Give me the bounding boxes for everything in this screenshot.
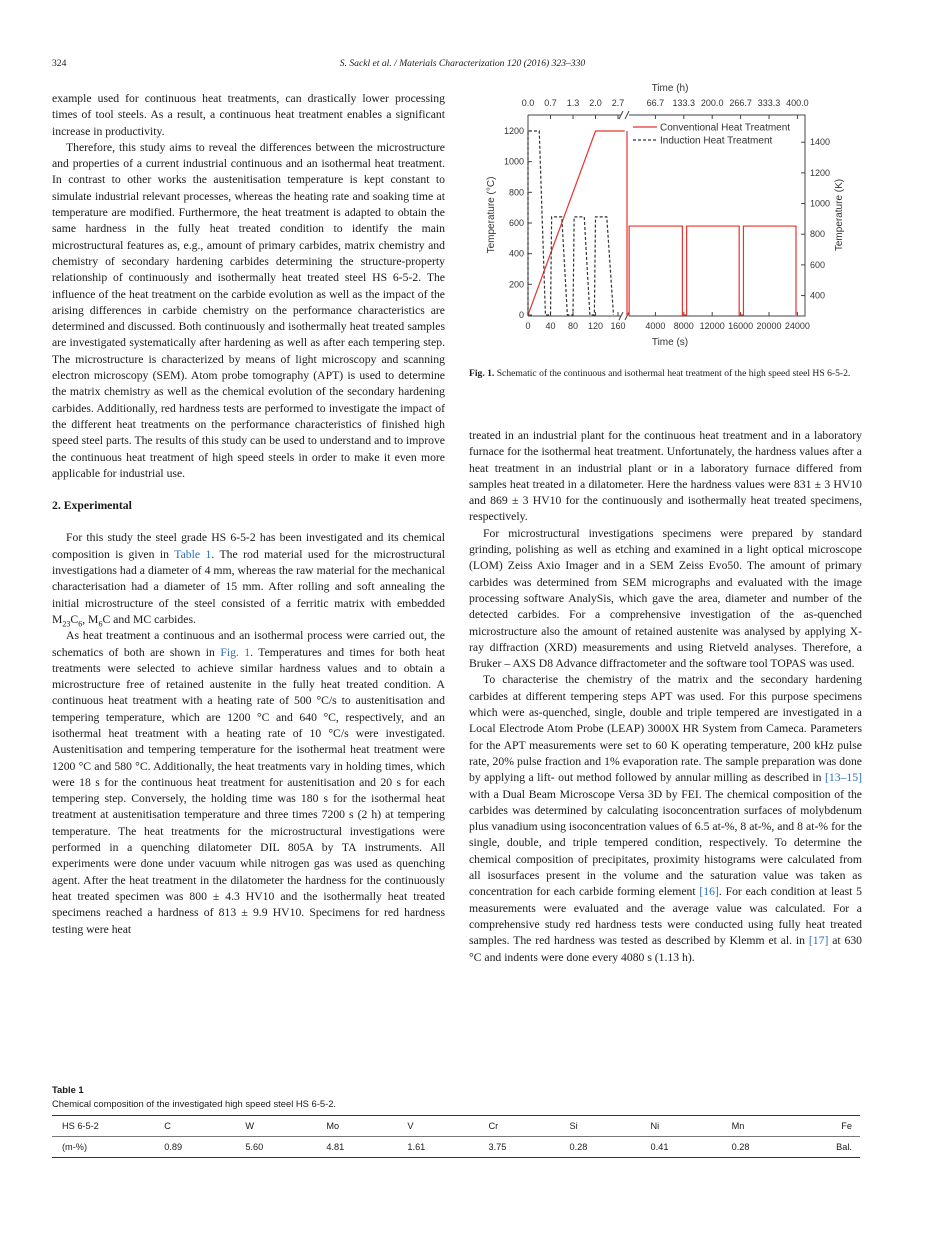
- table-cell: Si: [570, 1116, 651, 1137]
- text-run: C: [70, 612, 79, 626]
- table-cell: 0.28: [570, 1137, 651, 1158]
- text-run: treated in an industrial plant for the continuous heat treatment and in a laboratory furnace for the isothermal heat treatment. Unfortunately, the hardness values after a heat treatment in an industrial plant or in a laboratory furnace differed from samples heat treated in a dilatometer. Here the hardness values were 831 ± 3 HV10 and 869 ± 3 HV10 for the continuously and isothermally heat treated specimens, respectively.: [469, 429, 862, 524]
- x-tick-label: 0: [525, 321, 531, 331]
- y-tick-label: 400: [508, 248, 524, 259]
- series-line-conventional: [627, 131, 796, 315]
- text-run: . The rod material used for the microstructural investigations had a diameter of 4 mm, whereas the raw material for the mechanical characterisation had a diameter of 15 mm. After rolling and soft annealing the initial microstructure of the steel consisted of a ferritic matrix with embedded M: [52, 547, 445, 626]
- x2-tick-label: 2.0: [589, 98, 602, 108]
- text-run: , M: [82, 612, 99, 626]
- table-cell: 1.61: [407, 1137, 488, 1158]
- subscript: 23: [62, 619, 71, 629]
- x-tick-label: 40: [545, 321, 556, 331]
- composition-table: [52, 1115, 860, 1158]
- y-tick-label: 1200: [503, 126, 524, 136]
- x-axis-title: Time (s): [651, 337, 689, 348]
- table-header-row: [52, 1116, 860, 1137]
- text-run: . Temperatures and times for both heat treatments were selected to achieve similar hardness values and to obtain a microstructure free of retained austenite in the fully heat treated condition. A continuous heat treatment with a heating rate of 500 °C/s to austenitisation and tempering temperature, which are 1200 °C and 640 °C, respectively, and an isothermal heat treatment with a heating rate of 10 °C/s were investigated. Austenitisation and tempering temperature for the isothermal heat treatment were 1200 °C and 580 °C. Additionally, the heat treatments vary in holding times, which were 18 s for the continuous heat treatment for austenitisation and 20 s for each tempering step. Conversely, the holding time was 180 s for the isothermal heat treatment at austenitisation temperature and three times 7200 s (2 h) at tempering temperature. The heat treatments for the microstructural investigations were performed in a quenching dilatometer DIL 805A by TA instruments. All experiments were done under vacuum while nitrogen gas was used as quenching agent. After the heat treatment in the dilatometer the hardness for the continuously heat treated specimen was 800 ± 4.3 HV10 and the isothermally heat treated specimens reached a hardness of 813 ± 9.9 HV10. Specimens for red hardness testing were heat: [52, 645, 446, 936]
- table-cell: 3.75: [488, 1137, 569, 1158]
- x-tick-label: 4000: [645, 321, 666, 331]
- text-run: As heat treatment a continuous and an isothermal process were carried out, the schematics of both are shown in: [52, 629, 445, 659]
- y2-tick-label: 600: [810, 259, 826, 270]
- x2-tick-label: 1.3: [566, 98, 580, 108]
- x-tick-label: 12000: [699, 321, 725, 331]
- left-column: [52, 91, 445, 938]
- y-tick-label: 0: [518, 310, 524, 320]
- table-label: Table 1: [52, 1084, 84, 1095]
- table-cell: C: [164, 1116, 245, 1137]
- y2-tick-label: 800: [810, 229, 826, 240]
- x2-tick-label: 266.7: [729, 98, 752, 108]
- table-row: [52, 1137, 860, 1158]
- x-tick-label: 16000: [728, 321, 754, 331]
- table-cell: 0.28: [732, 1137, 813, 1158]
- y-tick-label: 1000: [503, 156, 524, 167]
- text-run: . For each condition at least 5 measurements were evaluated and the average value was calculated. For a comprehensive study red hardness tests were conducted using fully heat treated samples. The red hardness was tested as described by Klemm et al. in: [469, 885, 862, 948]
- table-cell: Mn: [732, 1116, 813, 1137]
- x-tick-label: 20000: [756, 321, 782, 331]
- reference-link[interactable]: [13–15]: [824, 771, 862, 785]
- reference-link[interactable]: [17]: [808, 934, 829, 948]
- x-tick-label: 160: [610, 321, 626, 331]
- y2-tick-label: 1400: [810, 137, 831, 148]
- table-cell: Fe: [813, 1116, 860, 1137]
- running-title: S. Sackl et al. / Materials Characterization 120 (2016) 323–330: [339, 58, 586, 69]
- x2-tick-label: 400.0: [786, 98, 809, 108]
- right-column: [469, 428, 862, 966]
- table-cell: 5.60: [245, 1137, 326, 1158]
- table-cell: 4.81: [326, 1137, 407, 1158]
- table-cell: (m-%): [52, 1137, 164, 1158]
- x-tick-label: 80: [567, 321, 579, 331]
- legend-label: Conventional Heat Treatment: [660, 122, 791, 134]
- table-cell: Bal.: [813, 1137, 860, 1158]
- axis-break-mark: [619, 111, 629, 119]
- y-tick-label: 200: [508, 279, 524, 290]
- table-cell: Mo: [326, 1116, 407, 1137]
- text-run: example used for continuous heat treatments, can drastically lower processing times of tool steels. As a result, a continuous heat treatment enables a significant increase in productivity.: [52, 92, 445, 138]
- table-cell: Ni: [651, 1116, 732, 1137]
- paragraph: [52, 91, 445, 140]
- y-axis-title: Temperature (°C): [486, 176, 497, 254]
- figure-caption-text: Schematic of the continuous and isothermal heat treatment of the high speed steel HS 6-5-2.: [494, 368, 851, 379]
- reference-link[interactable]: Table 1: [174, 547, 212, 561]
- text-run: C and MC carbides.: [102, 612, 196, 626]
- text-run: Therefore, this study aims to reveal the differences between the microstructure and properties of a current industrial continuous and an isothermal heat treatment. In contrast to other works the austenitisation temperature is kept constant to simulate industrial relevant processes, whereas the heating rate and soaking time at temperature are modified. Furthermore, the heat treatment is adapted to obtain the same hardness in the fully heat treated condition to identify the main microstructural features as, e.g., amount of primary carbides, matrix chemistry and chemistry of secondary hardening carbides determining the structure-property relationship of continuously and isothermally heat treated steel HS 6-5-2. The influence of the heat treatment on the carbide evolution as well as the impact of the arising differences in carbide chemistry on the performance characteristics are determined and discussed. Both continuously and isothermally heat treated samples are investigated systematically after hardening as well as after each tempering step. The microstructure is characterized by means of light microscopy and scanning electron microscopy (SEM). Atom probe tomography (APT) is used to determine the matrix chemistry as well as the chemical evolution of the secondary hardening carbides. Additionally, red hardness tests are performed to investigate the impact of the different heat treatments on the performance characteristics of finished high speed steel parts. The results of this study can be used to understand and to improve the continuous heat treatment of high speed steels in order to make it even more applicable for industrial use.: [52, 140, 445, 480]
- text-run: To characterise the chemistry of the matrix and the secondary hardening carbides at different tempering steps APT was used. For this purpose specimens which were as-quenched, single, double and triple tempered are investigated in a Local Electrode Atom Probe (LEAP) 3000X HR System from Cameca. Parameters for the APT measurements were set to 60 K operating temperature, 200 kHz pulse rate, 20% pulse fraction and 1% evaporation rate. The sample preparation was done by applying a lift- out method followed by annular milling as described in: [469, 673, 862, 785]
- y2-tick-label: 1000: [810, 198, 831, 209]
- series-line-induction: [528, 131, 614, 315]
- paragraph: [52, 140, 445, 482]
- section-heading: 2. Experimental: [52, 499, 132, 513]
- text-run: at 630 °C and indents were done every 4080 s (1.13 h).: [469, 934, 863, 964]
- x2-tick-label: 0.0: [521, 98, 535, 108]
- table-cell: HS 6-5-2: [52, 1116, 164, 1137]
- x2-tick-label: 66.7: [646, 98, 665, 108]
- text-run: For microstructural investigations specimens were prepared by standard grinding, polishing as well as etching and examined in a light optical microscope (LOM) Zeiss Axio Imager and in a SEM Zeiss Evo50. The amount of primary carbides was determined from SEM micrographs and evaluated with the image processing software AnalySis, which gave the area, diameter and number of the detected carbides. For a comprehensive investigation of the as-quenched microstructure also the amount of retained austenite was analysed by applying X-ray diffraction (XRD) measurements and using Rietveld analyses. Therefore, a Bruker – AXS D8 Advance diffractometer and the software tool TOPAS was used.: [469, 526, 862, 671]
- table-caption: Chemical composition of the investigated high speed steel HS 6-5-2.: [52, 1098, 337, 1109]
- figure-1-chart: [470, 80, 870, 370]
- subscript: 6: [98, 619, 103, 629]
- x2-tick-label: 2.7: [611, 98, 625, 108]
- table-cell: 0.89: [164, 1137, 245, 1158]
- y-tick-label: 800: [508, 187, 524, 198]
- paragraph: [469, 428, 862, 526]
- legend-label: Induction Heat Treatment: [660, 135, 773, 147]
- x-tick-label: 120: [587, 321, 604, 331]
- paragraph: [52, 530, 445, 628]
- y-tick-label: 600: [508, 218, 524, 228]
- table-cell: 0.41: [651, 1137, 732, 1158]
- text-run: For this study the steel grade HS 6-5-2 has been investigated and its chemical composition is given in: [52, 531, 445, 561]
- subscript: 6: [78, 619, 83, 629]
- table-cell: W: [245, 1116, 326, 1137]
- page-number: 324: [52, 58, 67, 69]
- x2-tick-label: 133.3: [672, 98, 696, 108]
- x-tick-label: 8000: [673, 321, 694, 331]
- reference-link[interactable]: Fig. 1: [220, 645, 251, 659]
- paragraph: [469, 672, 862, 965]
- x2-tick-label: 333.3: [757, 98, 781, 108]
- text-run: with a Dual Beam Microscope Versa 3D by FEI. The chemical composition of the carbides was determined by calculating isoconcentration surfaces of molybdenum plus vanadium using isoconcentration values of 6.5 at-%, 8 at-%, and 8 at-% for the single, double, and triple tempered condition, respectively. To determine the chemical composition of precipitates, proximity histograms were calculated from all isosurfaces present in the volume and the saturation value was taken as concentration for each carbide forming element: [469, 787, 862, 899]
- figure-caption: [469, 367, 862, 381]
- paragraph: [52, 628, 445, 938]
- y2-tick-label: 400: [810, 290, 826, 301]
- y2-axis-title: Temperature (K): [834, 178, 845, 252]
- table-cell: Cr: [488, 1116, 569, 1137]
- table-cell: V: [407, 1116, 488, 1137]
- y2-tick-label: 1200: [810, 167, 831, 178]
- x2-tick-label: 0.7: [544, 98, 557, 108]
- figure-caption-label: Fig. 1.: [469, 368, 495, 379]
- x2-axis-title: Time (h): [651, 83, 689, 94]
- x-tick-label: 24000: [784, 321, 810, 331]
- reference-link[interactable]: [16]: [699, 885, 719, 899]
- paragraph: [469, 526, 862, 673]
- x2-tick-label: 200.0: [700, 98, 724, 108]
